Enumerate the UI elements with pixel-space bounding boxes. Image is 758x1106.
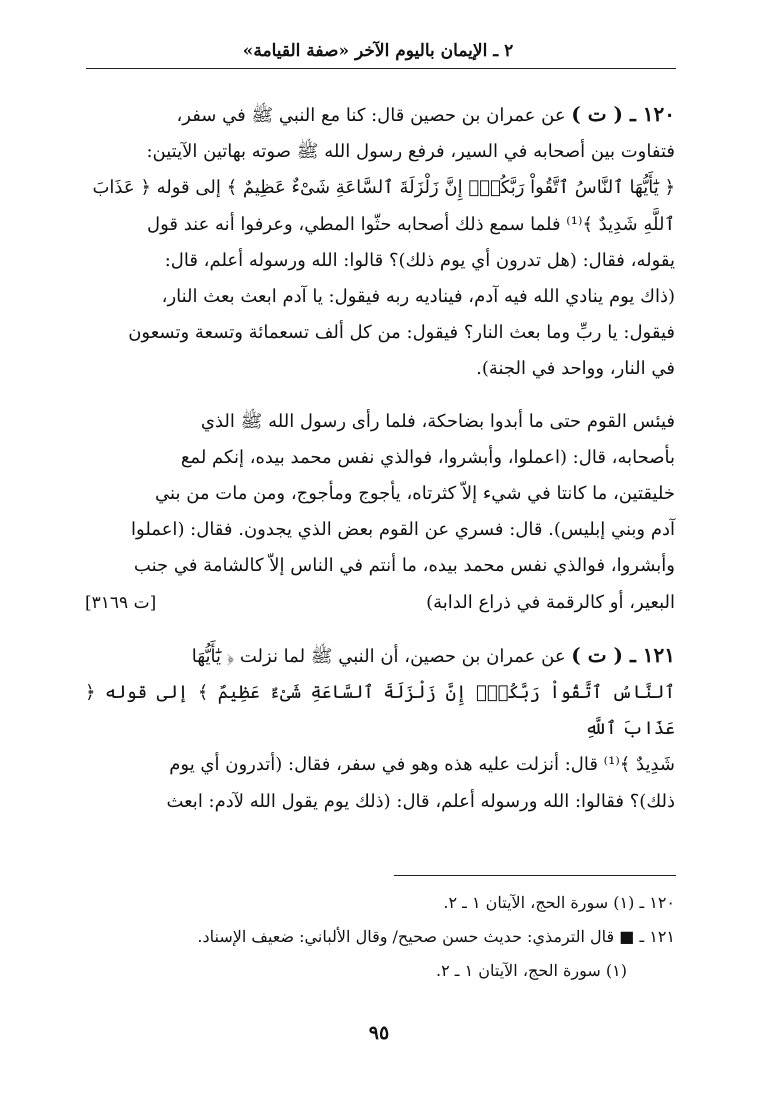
text-line: فيقول: يا ربِّ وما بعث النار؟ فيقول: من كل ألف تسعمائة وتسعة وتسعون [128,322,675,344]
footnote-121-note: (١) سورة الحج، الآيتان ١ ـ ٢. [436,961,627,980]
text-line: فتفاوت بين أصحابه في السير، فرفع رسول الله ﷺ صوته بهاتين الآيتين: [146,141,675,163]
hadith-number: ١٢١ ـ ( ت ) [571,642,675,667]
text-line: في النار، وواحد في الجنة). [476,358,675,380]
text-line: ١٢١ ـ ( ت ) عن عمران بن حصين، أن النبي ﷺ لما نزلت ﴿ يَٰٓأَيُّهَا [191,642,675,667]
main-text [85,96,675,820]
text-line: شَدِيدٌ ﴾⁽¹⁾ قال: أنزلت عليه هذه وهو في سفر، فقال: (أتدرون أي يوم [169,754,675,776]
footnotes [85,886,675,988]
text-line: آدم وبني إبليس). قال: فسري عن القوم بعض الذي يجدون. فقال: (اعملوا [131,519,675,541]
footnote-121-grade: ١٢١ ـ ■ قال الترمذي: حديث حسن صحيح/ وقال الألباني: ضعيف الإسناد. [197,927,675,946]
running-header: ٢ ـ الإيمان باليوم الآخر «صفة القيامة» [242,41,514,61]
page-number: ٩٥ [368,1022,390,1044]
source-reference: [ت ٣١٦٩] [85,592,157,613]
text-line [85,585,675,621]
text-line: ذلك)؟ فقالوا: الله ورسوله أعلم، قال: (ذلك يوم يقول الله لآدم: ابعث [166,790,675,812]
paragraph-gap [85,621,675,637]
footnote-120: ١٢٠ ـ (١) سورة الحج، الآيتان ١ ـ ٢. [443,893,675,912]
hadith-number: ١٢٠ ـ ( ت ) [571,102,675,126]
paragraph-gap [85,388,675,404]
quran-verse-line: ٱلنَّاسُ ٱتَّقُواْ رَبَّكُمْۚ إِنَّ زَلْزَلَةَ ٱلسَّاعَةِ شَىْءٌ عَظِيمٌ ﴾ إلى قوله ﴿ عَذَابَ ٱللَّهِ [85,682,675,740]
hadith-120-continued [85,404,675,621]
text-line: وأبشروا، فوالذي نفس محمد بيده، ما أنتم في الناس إلاّ كالشامة في جنب [133,555,675,577]
last-line: البعير، أو كالرقمة في ذراع الدابة) [426,591,675,613]
header-divider [86,68,676,69]
text-line: يقوله، فقال: (هل تدرون أي يوم ذلك)؟ قالوا: الله ورسوله أعلم، قال: [164,249,675,271]
text-line: ١٢٠ ـ ( ت ) عن عمران بن حصين قال: كنا مع النبي ﷺ في سفر، [176,102,675,126]
hadith-121 [85,637,675,820]
quran-verse-line: ﴿ يَٰٓأَيُّهَا ٱلنَّاسُ ٱتَّقُواْ رَبَّكُمْۚ إِنَّ زَلْزَلَةَ ٱلسَّاعَةِ شَىْءٌ عَظِيمٌ ﴾ إلى قوله ﴿ عَذَابَ [92,177,675,199]
text-line: خليقتين، ما كانتا في شيء إلاّ كثرتاه، يأجوج ومأجوج، ومن مات من بني [155,483,675,505]
footnote-divider [394,875,676,876]
text-line: ٱللَّهِ شَدِيدٌ ﴾⁽¹⁾ فلما سمع ذلك أصحابه حثّوا المطي، وعرفوا أنه عند قول [146,213,675,235]
text-line: فيئس القوم حتى ما أبدوا بضاحكة، فلما رأى رسول الله ﷺ الذي [200,410,675,432]
hadith-120 [85,96,675,388]
text-line: بأصحابه، قال: (اعملوا، وأبشروا، فوالذي نفس محمد بيده، إنكم لمع [180,446,675,468]
text-line: (ذاك يوم ينادي الله فيه آدم، فيناديه ربه فيقول: يا آدم ابعث بعث النار، [161,286,675,308]
